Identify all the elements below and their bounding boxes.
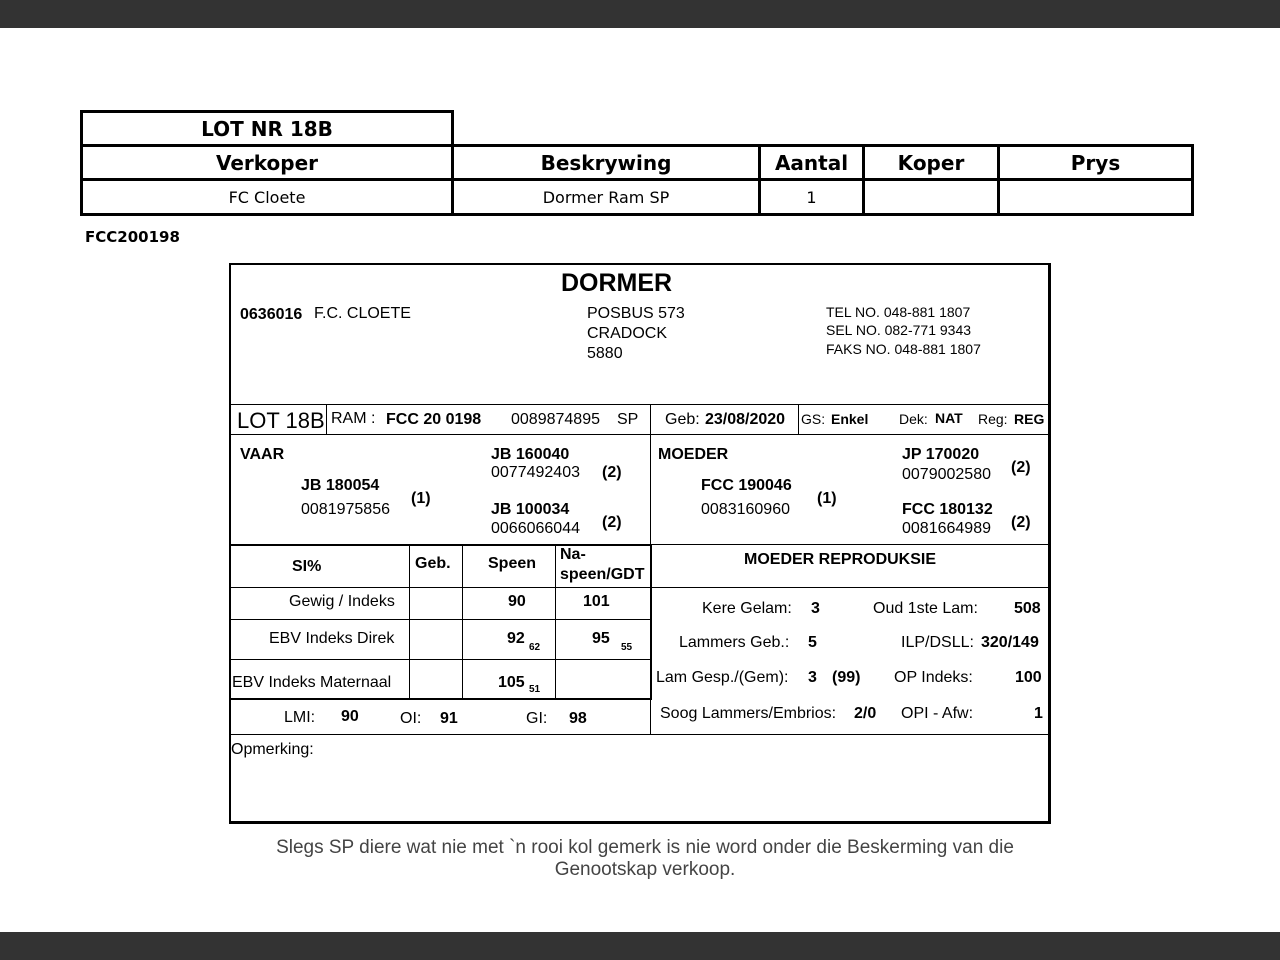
vaar-sire-id: JB 160040 (491, 446, 570, 463)
soog-value: 2/0 (854, 705, 877, 722)
row3-label: EBV Indeks Maternaal (232, 674, 392, 691)
footer-note-line-1: Slegs SP diere wat nie met `n rooi kol gemerk is nie word onder die Beskerming van die (276, 837, 1014, 858)
vaar-number: 0081975856 (301, 501, 390, 518)
tel-number: TEL NO. 048-881 1807 (826, 304, 971, 320)
row2-naspeen: 95 (592, 630, 610, 647)
kere-gelam-value: 3 (811, 600, 820, 617)
vaar-sire-grade: (2) (602, 464, 622, 481)
card-border-top (229, 263, 1051, 265)
address-line-1: POSBUS 573 (587, 305, 685, 322)
row2-naspeen-sub: 55 (621, 642, 633, 653)
lot-number: LOT 18B (237, 408, 325, 433)
fax-number: FAKS NO. 048-881 1807 (826, 341, 981, 357)
header-prys: Prys (997, 144, 1194, 181)
vline-si-3 (555, 544, 556, 700)
lammers-geb-label: Lammers Geb.: (679, 634, 790, 651)
row3-speen-sub: 51 (529, 684, 541, 695)
header-aantal: Aantal (758, 144, 865, 181)
geb-label: Geb: (665, 411, 700, 428)
vaar-dam-number: 0066066044 (491, 520, 580, 537)
ram-number: 0089874895 (511, 411, 600, 428)
cell-verkoper: FC Cloete (80, 178, 454, 216)
vaar-label: VAAR (240, 446, 285, 463)
row1-label: Gewig / Indeks (289, 593, 395, 610)
vline-gs (798, 404, 799, 434)
ram-label: RAM : (331, 410, 376, 427)
divider-si-top (229, 544, 651, 546)
oi-label: OI: (400, 710, 422, 727)
row1-speen: 90 (508, 593, 526, 610)
opi-value: 1 (1034, 705, 1043, 722)
vaar-dam-grade: (2) (602, 514, 622, 531)
bottom-bar (0, 932, 1280, 960)
gi-value: 98 (569, 710, 587, 727)
vline-si-2 (462, 544, 463, 700)
moeder-dam-number: 0081664989 (902, 520, 991, 537)
soog-label: Soog Lammers/Embrios: (660, 705, 837, 722)
vaar-sire-number: 0077492403 (491, 464, 580, 481)
cell-aantal: 1 (758, 178, 865, 216)
lammers-geb-value: 5 (808, 634, 817, 651)
row1-naspeen: 101 (583, 593, 610, 610)
lmi-value: 90 (341, 708, 359, 725)
vline-lot (326, 404, 327, 434)
dek-value: NAT (935, 410, 963, 426)
header-beskrywing: Beskrywing (451, 144, 761, 181)
geb-header: Geb. (415, 555, 451, 572)
ilp-value: 320/149 (981, 634, 1039, 651)
divider-si-row1 (229, 619, 651, 620)
row3-speen: 105 (498, 674, 525, 691)
lam-gesp-value: 3 (808, 669, 817, 686)
lam-gem-value: (99) (832, 669, 861, 686)
oi-value: 91 (440, 710, 458, 727)
gs-value: Enkel (831, 411, 869, 427)
lmi-label: LMI: (284, 709, 316, 726)
address-line-2: CRADOCK (587, 325, 668, 342)
moeder-id: FCC 190046 (701, 477, 792, 494)
header-koper: Koper (862, 144, 1000, 181)
vaar-dam-id: JB 100034 (491, 501, 570, 518)
reg-label: Reg: (978, 411, 1008, 427)
footer-note-line-2: Genootskap verkoop. (554, 859, 736, 880)
cell-prys (997, 178, 1194, 216)
reference-code: FCC200198 (85, 228, 180, 246)
lot-label: LOT NR 18B (80, 110, 454, 147)
opmerking-label: Opmerking: (231, 741, 314, 758)
sel-number: SEL NO. 082-771 9343 (826, 322, 972, 338)
gs-label: GS: (801, 411, 826, 427)
divider-si-row2 (229, 659, 651, 660)
vline-si-1 (409, 544, 410, 700)
moeder-sire-number: 0079002580 (902, 466, 991, 483)
card-border-bottom (229, 821, 1051, 824)
kere-gelam-label: Kere Gelam: (702, 600, 792, 617)
breeder-name: F.C. CLOETE (314, 305, 411, 322)
moeder-reproduksie-title: MOEDER REPRODUKSIE (744, 551, 937, 568)
moeder-sire-id: JP 170020 (902, 446, 980, 463)
moeder-grade: (1) (817, 490, 837, 507)
lam-gesp-label: Lam Gesp./(Gem): (656, 669, 789, 686)
cell-beskrywing: Dormer Ram SP (451, 178, 761, 216)
moeder-label: MOEDER (658, 446, 729, 463)
moeder-sire-grade: (2) (1011, 459, 1031, 476)
divider-si-header (229, 587, 1051, 588)
geb-value: 23/08/2020 (705, 411, 786, 428)
vline-si-right (650, 544, 652, 700)
op-indeks-value: 100 (1015, 669, 1042, 686)
divider-indices (229, 734, 1051, 735)
opi-label: OPI - Afw: (901, 705, 974, 722)
moeder-dam-id: FCC 180132 (902, 501, 993, 518)
vaar-id: JB 180054 (301, 477, 380, 494)
oud-value: 508 (1014, 600, 1041, 617)
moeder-dam-grade: (2) (1011, 514, 1031, 531)
moeder-number: 0083160960 (701, 501, 790, 518)
header-verkoper: Verkoper (80, 144, 454, 181)
breeder-number: 0636016 (240, 306, 303, 323)
divider-header (229, 404, 1051, 405)
row2-label: EBV Indeks Direk (269, 630, 395, 647)
reg-value: REG (1014, 411, 1045, 427)
dek-label: Dek: (899, 411, 928, 427)
address-line-3: 5880 (587, 345, 623, 362)
divider-lotrow (229, 434, 1051, 435)
gi-label: GI: (526, 710, 548, 727)
top-bar (0, 0, 1280, 28)
naspeen-header-2: speen/GDT (560, 566, 645, 583)
row2-speen: 92 (507, 630, 525, 647)
op-indeks-label: OP Indeks: (894, 669, 973, 686)
breed-title: DORMER (561, 269, 673, 297)
si-header: SI% (292, 558, 322, 575)
divider-si-bottom (229, 698, 651, 700)
ilp-label: ILP/DSLL: (901, 634, 974, 651)
cell-koper (862, 178, 1000, 216)
oud-label: Oud 1ste Lam: (873, 600, 978, 617)
speen-header: Speen (488, 555, 537, 572)
ram-class: SP (617, 411, 639, 428)
ram-id: FCC 20 0198 (386, 411, 482, 428)
vaar-grade: (1) (411, 490, 431, 507)
naspeen-header-1: Na- (560, 546, 586, 563)
row2-speen-sub: 62 (529, 642, 541, 653)
